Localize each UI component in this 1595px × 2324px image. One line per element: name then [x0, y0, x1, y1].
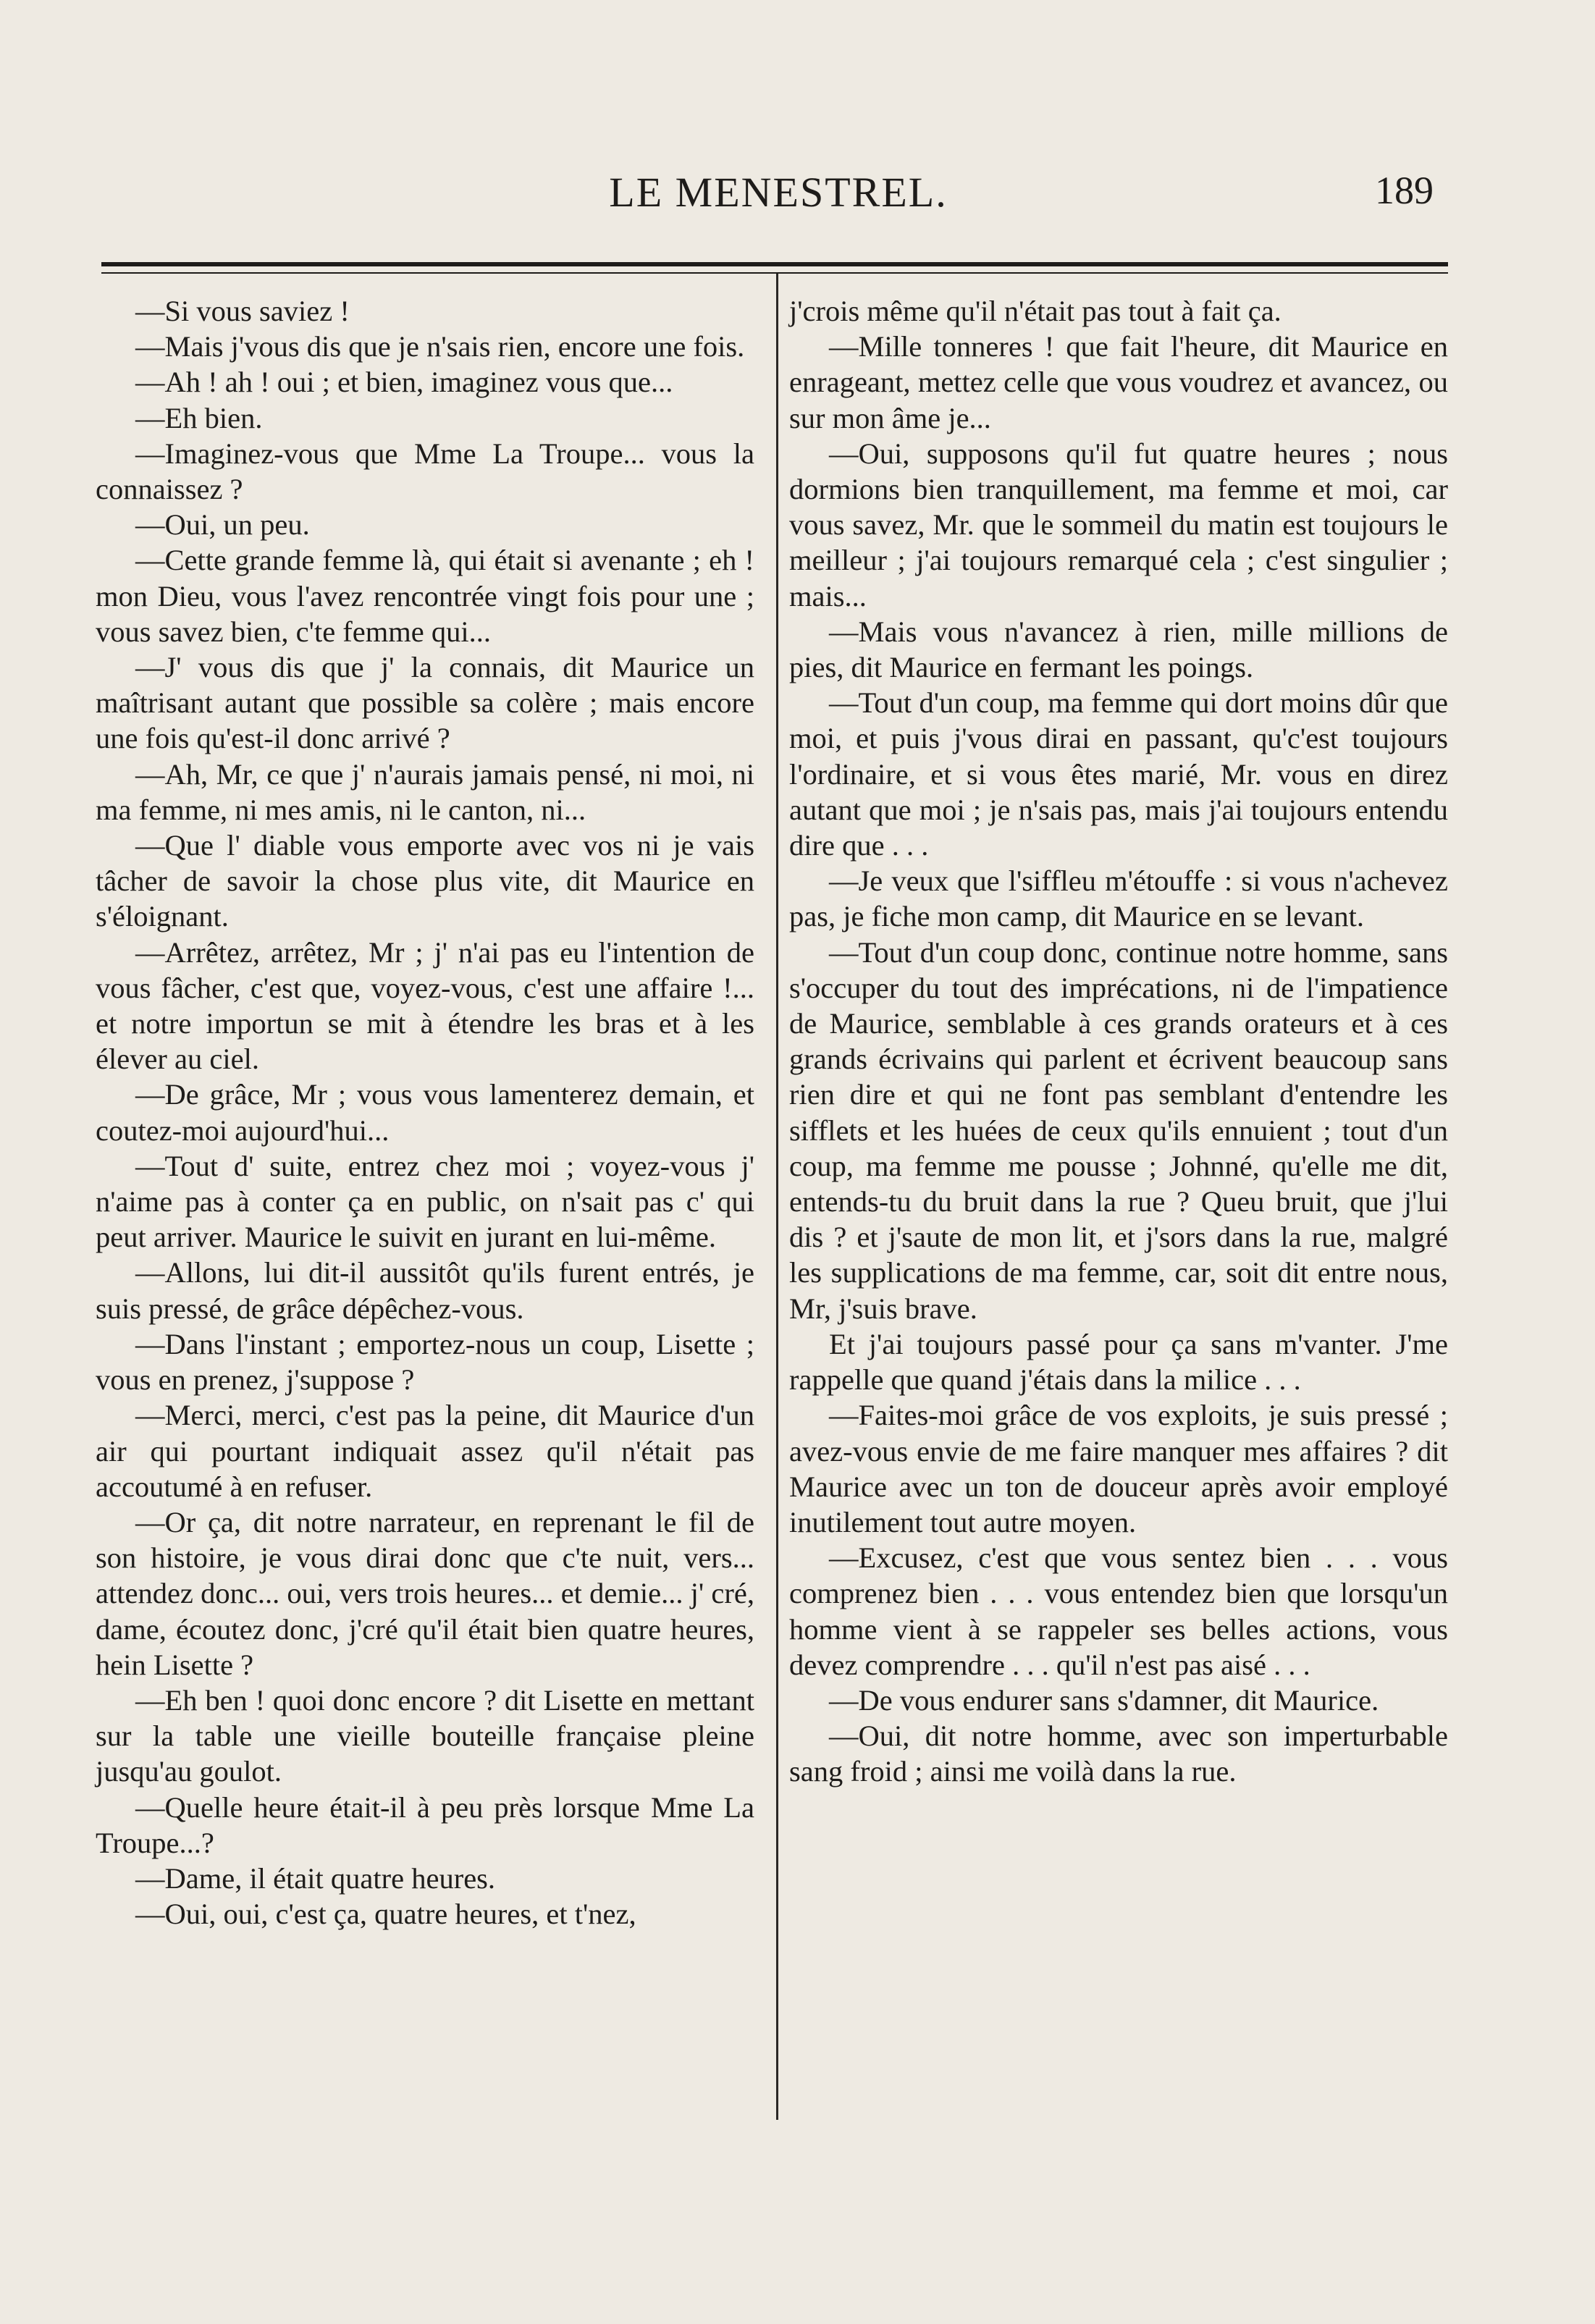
paragraph: —Ah ! ah ! oui ; et bien, imaginez vous que... [135, 366, 673, 399]
paragraph: —Que l' diable vous emporte avec vos ni je vais tâcher de savoir la chose plus vite, dit Maurice en s'éloignant. [96, 829, 754, 933]
header-rule-thick [101, 262, 1448, 266]
running-title: LE MENESTREL. [609, 169, 948, 216]
page-number: 189 [1375, 169, 1434, 212]
header-rule-thin [101, 272, 1448, 274]
paragraph: —Tout d'un coup donc, continue notre homme, sans s'occuper du tout des imprécations, ni de l'impatience de Maurice, semblable à ces grands orateurs et à ces grands écrivains qui parlent et écrivent beaucoup sans rien dire et qui ne font pas semblant d'entendre les sifflets et les huées de ceux qu'ils ennuient ; tout d'un coup, ma femme me pousse ; Johnné, qu'elle me dit, entends-tu du bruit dans la rue ? Queu bruit, que j'lui dis ? et j'saute de mon lit, et j'sors dans la rue, malgré les supplications de ma femme, car, soit dit entre nous, Mr, j'suis brave. [789, 935, 1448, 1325]
paragraph: —Faites-moi grâce de vos exploits, je suis pressé ; avez-vous envie de me faire manquer mes affaires ? dit Maurice avec un ton de douceur après avoir employé inutilement tout autre moyen. [789, 1399, 1448, 1538]
paragraph: —Arrêtez, arrêtez, Mr ; j' n'ai pas eu l'intention de vous fâcher, c'est que, voyez-vous, c'est une affaire !... et notre importun se mit à étendre les bras et à les élever au ciel. [96, 935, 754, 1076]
paragraph: —Eh ben ! quoi donc encore ? dit Lisette en mettant sur la table une vieille bouteille française pleine jusqu'au goulot. [96, 1683, 754, 1788]
paragraph: —Oui, dit notre homme, avec son imperturbable sang froid ; ainsi me voilà dans la rue. [789, 1719, 1448, 1788]
paragraph: —Or ça, dit notre narrateur, en reprenant le fil de son histoire, je vous dirai donc que c'te nuit, vers... attendez donc... oui, vers trois heures... et demie... j' cré, dame, écoutez donc, j'cré qu'il était bien quatre heures, hein Lisette ? [96, 1505, 754, 1681]
paragraph: —Dans l'instant ; emportez-nous un coup, Lisette ; vous en prenez, j'suppose ? [96, 1327, 754, 1397]
page-header [101, 168, 1455, 226]
paragraph: —Je veux que l'siffleu m'étouffe : si vous n'achevez pas, je fiche mon camp, dit Maurice en se levant. [789, 864, 1448, 933]
paragraph: —Cette grande femme là, qui était si avenante ; eh ! mon Dieu, vous l'avez rencontrée vingt fois pour une ; vous savez bien, c'te femme qui... [96, 544, 754, 648]
paragraph: —Eh bien. [135, 401, 263, 434]
paragraph: —Tout d'un coup, ma femme qui dort moins dûr que moi, et puis j'vous dirai en passant, qu'c'est toujours l'ordinaire, et si vous êtes marié, Mr. vous en direz autant que moi ; je n'sais pas, mais j'ai toujours entendu dire que . . . [789, 686, 1448, 862]
paragraph: —Mille tonneres ! que fait l'heure, dit Maurice en enrageant, mettez celle que vous voudrez et avancez, ou sur mon âme je... [789, 330, 1448, 434]
left-column [96, 293, 754, 1932]
paragraph: —Oui, un peu. [135, 508, 310, 542]
paragraph: Et j'ai toujours passé pour ça sans m'vanter. J'me rappelle que quand j'étais dans la milice . . . [789, 1327, 1448, 1397]
paragraph: —Merci, merci, c'est pas la peine, dit Maurice d'un air qui pourtant indiquait assez qu'il n'était pas accoutumé à en refuser. [96, 1399, 754, 1503]
paragraph: —Imaginez-vous que Mme La Troupe... vous la connaissez ? [96, 437, 754, 506]
right-column [789, 293, 1448, 1790]
paragraph: —De vous endurer sans s'damner, dit Maurice. [829, 1683, 1379, 1717]
paragraph: —Quelle heure était-il à peu près lorsque Mme La Troupe...? [96, 1790, 754, 1859]
paragraph: —Oui, oui, c'est ça, quatre heures, et t'nez, [135, 1898, 636, 1931]
paragraph: —Mais j'vous dis que je n'sais rien, encore une fois. [135, 330, 745, 363]
paragraph: j'crois même qu'il n'était pas tout à fait ça. [789, 295, 1282, 327]
paragraph: —J' vous dis que j' la connais, dit Maurice un maîtrisant autant que possible sa colère ; mais encore une fois qu'est-il donc arrivé ? [96, 651, 754, 755]
paragraph: —Mais vous n'avancez à rien, mille millions de pies, dit Maurice en fermant les poings. [789, 615, 1448, 684]
paragraph: —Si vous saviez ! [135, 295, 350, 327]
paragraph: —Dame, il était quatre heures. [135, 1861, 496, 1895]
paragraph: —Allons, lui dit-il aussitôt qu'ils furent entrés, je suis pressé, de grâce dépêchez-vous. [96, 1256, 754, 1325]
paragraph: —Ah, Mr, ce que j' n'aurais jamais pensé, ni moi, ni ma femme, ni mes amis, ni le canton, ni... [96, 757, 754, 826]
paragraph: —Tout d' suite, entrez chez moi ; voyez-vous j' n'aime pas à conter ça en public, on n'sait pas c' qui peut arriver. Maurice le suivit en jurant en lui-même. [96, 1149, 754, 1254]
paragraph: —De grâce, Mr ; vous vous lamenterez demain, et coutez-moi aujourd'hui... [96, 1078, 754, 1147]
paragraph: —Oui, supposons qu'il fut quatre heures ; nous dormions bien tranquillement, ma femme et moi, car vous savez, Mr. que le sommeil du matin est toujours le meilleur ; j'ai toujours remarqué cela ; c'est singulier ; mais... [789, 437, 1448, 612]
paragraph: —Excusez, c'est que vous sentez bien . . . vous comprenez bien . . . vous entendez bien que lorsqu'un homme vient à se rappeler ses belles actions, vous devez comprendre . . . qu'il n'est pas aisé . . . [789, 1541, 1448, 1681]
column-divider [776, 274, 778, 2120]
